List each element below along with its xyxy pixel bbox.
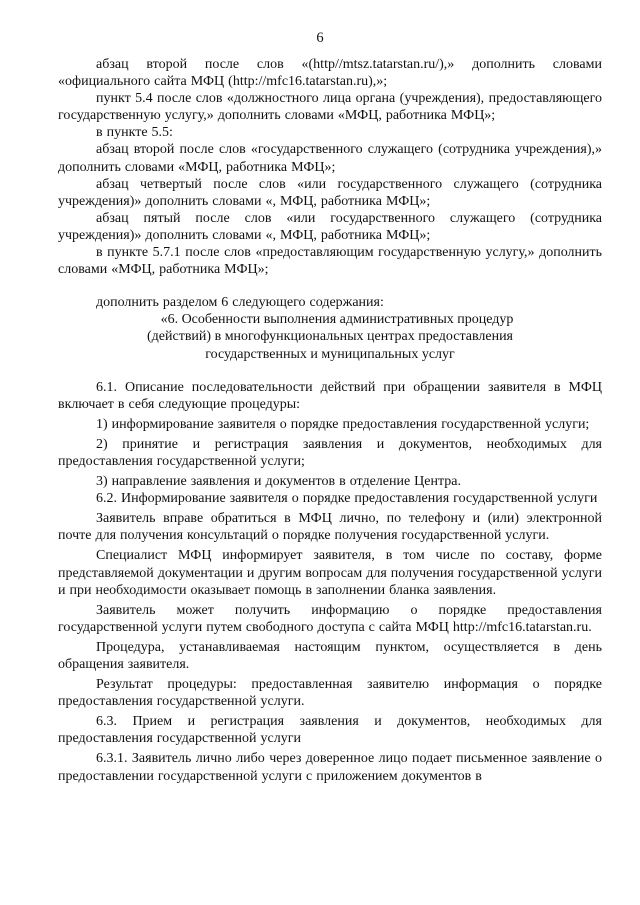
list-item: 3) направление заявления и документов в отделение Центра.: [96, 474, 462, 490]
paragraph: абзац четвертый после слов «или государственного служащего (сотрудника учреждения)» дополнить словами «, МФЦ, работника МФЦ»;: [58, 176, 602, 209]
paragraph: в пункте 5.7.1 после слов «предоставляющим государственную услугу,» дополнить словами «МФЦ, работника МФЦ»;: [58, 245, 602, 278]
subsection-heading: 6.3. Прием и регистрация заявления и документов, необходимых для предоставления государственной услуги: [58, 714, 602, 747]
paragraph: 6.3.1. Заявитель лично либо через доверенное лицо подает письменное заявление о предоставлении государственной услуги с приложением документов в: [58, 751, 602, 784]
list-item: 2) принятие и регистрация заявления и документов, необходимых для предоставления государственной услуги;: [58, 436, 602, 469]
section-intro: дополнить разделом 6 следующего содержания:: [96, 295, 384, 311]
spacer: [58, 278, 602, 294]
paragraph: в пункте 5.5:: [96, 125, 173, 141]
section-title-line: «6. Особенности выполнения административных процедур: [160, 312, 514, 328]
section-title-line: (действий) в многофункциональных центрах предоставления: [147, 329, 513, 345]
spacer: [58, 363, 602, 379]
paragraph: Процедура, устанавливаемая настоящим пунктом, осуществляется в день обращения заявителя.: [58, 639, 602, 672]
document-body: [58, 56, 602, 785]
paragraph: абзац пятый после слов «или государственного служащего (сотрудника учреждения)» дополнить словами «, МФЦ, работника МФЦ»;: [58, 210, 602, 243]
list-item: 1) информирование заявителя о порядке предоставления государственной услуги;: [96, 416, 590, 432]
paragraph: Заявитель вправе обратиться в МФЦ лично, по телефону и (или) электронной почте для получения консультаций о порядке получения государственной услуги.: [58, 511, 602, 544]
section-title-line: государственных и муниципальных услуг: [205, 346, 455, 362]
subsection-heading: 6.2. Информирование заявителя о порядке предоставления государственной услуги: [96, 491, 598, 507]
paragraph: 6.1. Описание последовательности действий при обращении заявителя в МФЦ включает в себя следующие процедуры:: [58, 379, 602, 412]
paragraph: Заявитель может получить информацию о порядке предоставления государственной услуги путем свободного доступа с сайта МФЦ http://mfc16.tatarstan.ru.: [58, 602, 602, 635]
paragraph: абзац второй после слов «государственного служащего (сотрудника учреждения),» дополнить словами «МФЦ, работника МФЦ»;: [58, 142, 602, 175]
page-number: 6: [316, 30, 324, 46]
paragraph: пункт 5.4 после слов «должностного лица органа (учреждения), предоставляющего государственную услугу,» дополнить словами «МФЦ, работника МФЦ»;: [58, 91, 602, 124]
paragraph: Результат процедуры: предоставленная заявителю информация о порядке предоставления государственной услуги.: [58, 677, 602, 710]
paragraph: Специалист МФЦ информирует заявителя, в том числе по составу, форме представляемой документации и другим вопросам для получения государственной услуги и при необходимости оказывает помощь в заполнении бланка заявления.: [58, 548, 602, 598]
paragraph: абзац второй после слов «(http//mtsz.tatarstan.ru/),» дополнить словами «официального сайта МФЦ (http://mfc16.tatarstan.ru),»;: [58, 57, 602, 90]
